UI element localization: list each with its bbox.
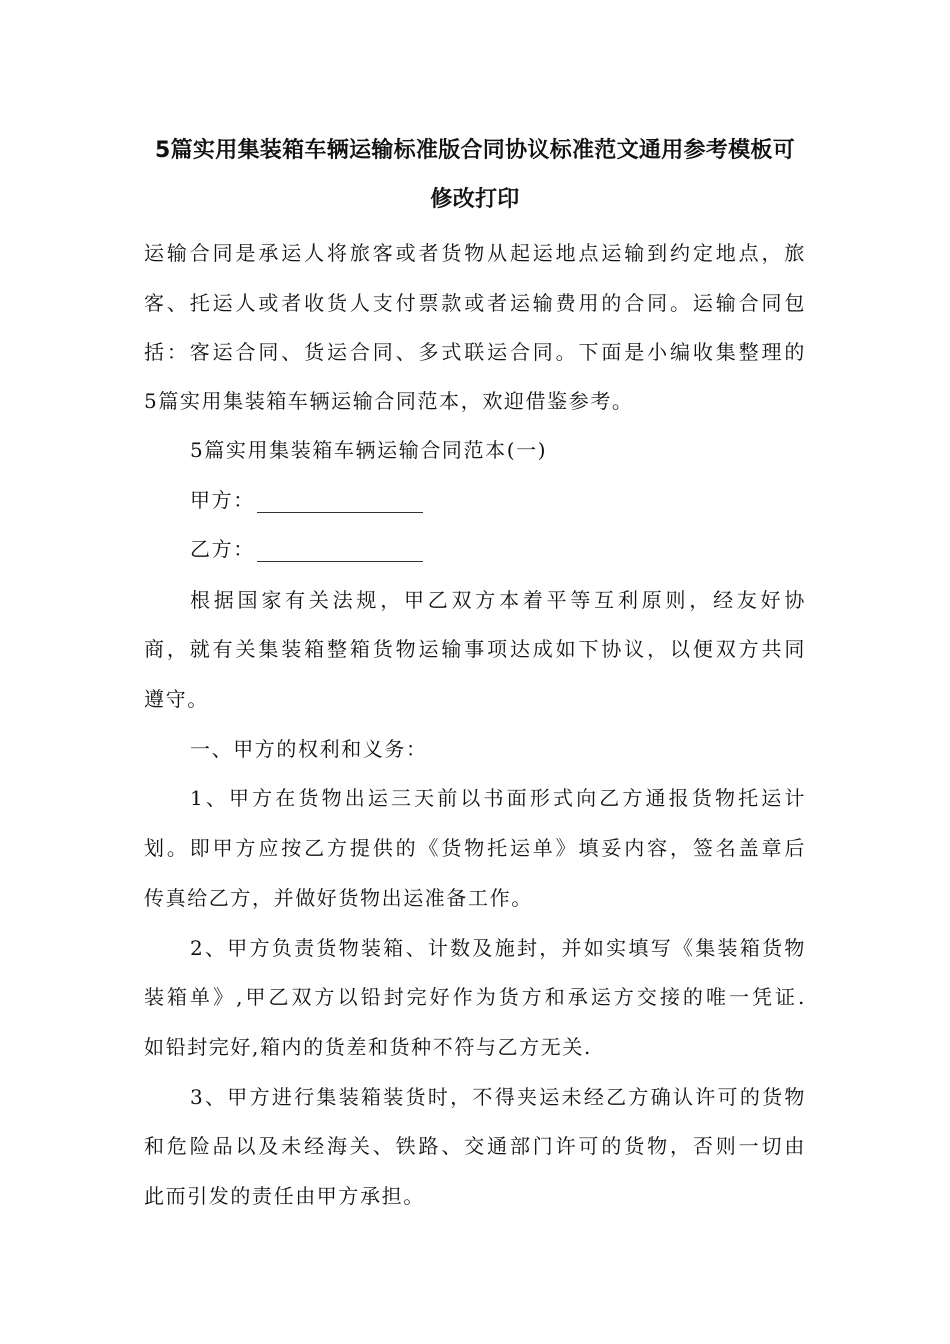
party-a-label: 甲方： [190,488,255,512]
document-title-line-2: 修改打印 [430,187,520,212]
item-2-line-3: 如铅封完好,箱内的货差和货种不符与乙方无关. [144,1035,592,1059]
party-b-blank-field [257,541,423,562]
document-title-line-1: 5篇实用集装箱车辆运输标准版合同协议标准范文通用参考模板可 [154,138,795,163]
party-a-blank-field [257,492,423,513]
preamble-line-2: 商，就有关集装箱整箱货物运输事项达成如下协议，以便双方共同 [144,637,806,661]
party-b-label: 乙方： [190,537,255,561]
intro-paragraph-line-4: 5篇实用集装箱车辆运输合同范本，欢迎借鉴参考。 [144,389,634,413]
item-2-line-2: 装箱单》,甲乙双方以铅封完好作为货方和承运方交接的唯一凭证. [144,985,806,1009]
intro-paragraph-line-2: 客、托运人或者收货人支付票款或者运输费用的合同。运输合同包 [144,291,806,315]
intro-paragraph-line-1: 运输合同是承运人将旅客或者货物从起运地点运输到约定地点，旅 [144,241,806,265]
preamble-line-3: 遵守。 [144,687,209,711]
item-3-line-3: 此而引发的责任由甲方承担。 [144,1184,425,1208]
item-3-line-2: 和危险品以及未经海关、铁路、交通部门许可的货物，否则一切由 [144,1134,806,1158]
item-1-line-2: 划。即甲方应按乙方提供的《货物托运单》填妥内容，签名盖章后 [144,836,806,860]
item-3-line-1: 3、甲方进行集装箱装货时，不得夹运未经乙方确认许可的货物 [190,1085,806,1109]
item-1-line-3: 传真给乙方，并做好货物出运准备工作。 [144,886,533,910]
section-title: 5篇实用集装箱车辆运输合同范本(一) [190,438,548,462]
heading-party-a-rights: 一、甲方的权利和义务： [190,737,428,761]
party-b-row [190,535,423,563]
party-a-row [190,486,423,514]
item-2-line-1: 2、甲方负责货物装箱、计数及施封，并如实填写《集装箱货物 [190,936,806,960]
item-1-line-1: 1、甲方在货物出运三天前以书面形式向乙方通报货物托运计 [190,786,806,810]
intro-paragraph-line-3: 括：客运合同、货运合同、多式联运合同。下面是小编收集整理的 [144,340,806,364]
preamble-line-1: 根据国家有关法规，甲乙双方本着平等互利原则，经友好协 [190,588,806,612]
